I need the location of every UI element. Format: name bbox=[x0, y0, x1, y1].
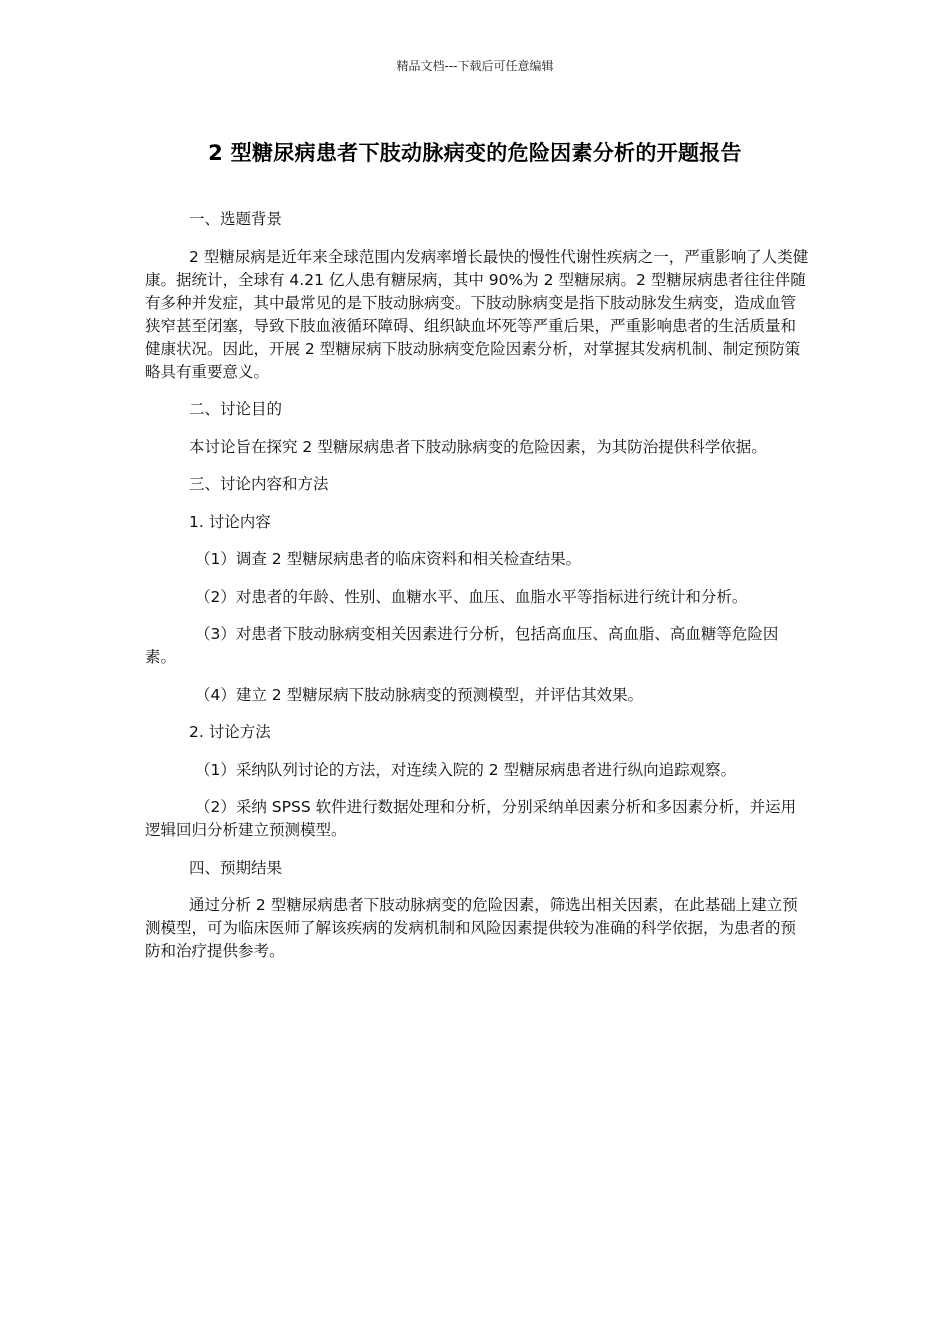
page-header: 精品文档---下载后可任意编辑 bbox=[396, 59, 554, 73]
body-paragraph-purpose: 本讨论旨在探究 2 型糖尿病患者下肢动脉病变的危险因素，为其防治提供科学依据。 bbox=[189, 437, 767, 456]
document-body bbox=[145, 208, 809, 978]
subsection-heading-content: 1. 讨论内容 bbox=[189, 512, 271, 531]
body-paragraph-background: 2 型糖尿病是近年来全球范围内发病率增长最快的慢性代谢性疾病之一，严重影响了人类健康。据统计，全球有 4.21 亿人患有糖尿病，其中 90%为 2 型糖尿病。2 型糖尿病患者往往伴随有多种并发症，其中最常见的是下肢动脉病变。下肢动脉病变是指下肢动脉发生病变，造成血管狭窄甚至闭塞，导致下肢血液循环障碍、组织缺血坏死等严重后果，严重影响患者的生活质量和健康状况。因此，开展 2 型糖尿病下肢动脉病变危险因素分析，对掌握其发病机制、制定预防策略具有重要意义。 bbox=[145, 247, 809, 381]
list-item-method-1: （1）采纳队列讨论的方法，对连续入院的 2 型糖尿病患者进行纵向追踪观察。 bbox=[195, 760, 737, 779]
document-title: 2 型糖尿病患者下肢动脉病变的危险因素分析的开题报告 bbox=[208, 141, 742, 165]
section-heading-content-methods: 三、讨论内容和方法 bbox=[189, 475, 329, 493]
subsection-heading-methods: 2. 讨论方法 bbox=[189, 723, 271, 741]
list-item-content-2: （2）对患者的年龄、性别、血糖水平、血压、血脂水平等指标进行统计和分析。 bbox=[195, 587, 748, 606]
list-item-content-3: （3）对患者下肢动脉病变相关因素进行分析，包括高血压、高血脂、高血糖等危险因素。 bbox=[145, 625, 779, 666]
section-heading-expected-results: 四、预期结果 bbox=[189, 858, 283, 877]
section-heading-background: 一、选题背景 bbox=[189, 210, 283, 228]
list-item-content-1: （1）调查 2 型糖尿病患者的临床资料和相关检查结果。 bbox=[195, 550, 582, 568]
list-item-content-4: （4）建立 2 型糖尿病下肢动脉病变的预测模型，并评估其效果。 bbox=[195, 685, 644, 704]
body-paragraph-expected-results: 通过分析 2 型糖尿病患者下肢动脉病变的危险因素，筛选出相关因素，在此基础上建立预测模型，可为临床医师了解该疾病的发病机制和风险因素提供较为准确的科学依据，为患者的预防和治疗提供参考。 bbox=[145, 896, 798, 960]
list-item-method-2: （2）采纳 SPSS 软件进行数据处理和分析，分别采纳单因素分析和多因素分析，并运用逻辑回归分析建立预测模型。 bbox=[145, 798, 797, 839]
section-heading-purpose: 二、讨论目的 bbox=[189, 400, 283, 418]
